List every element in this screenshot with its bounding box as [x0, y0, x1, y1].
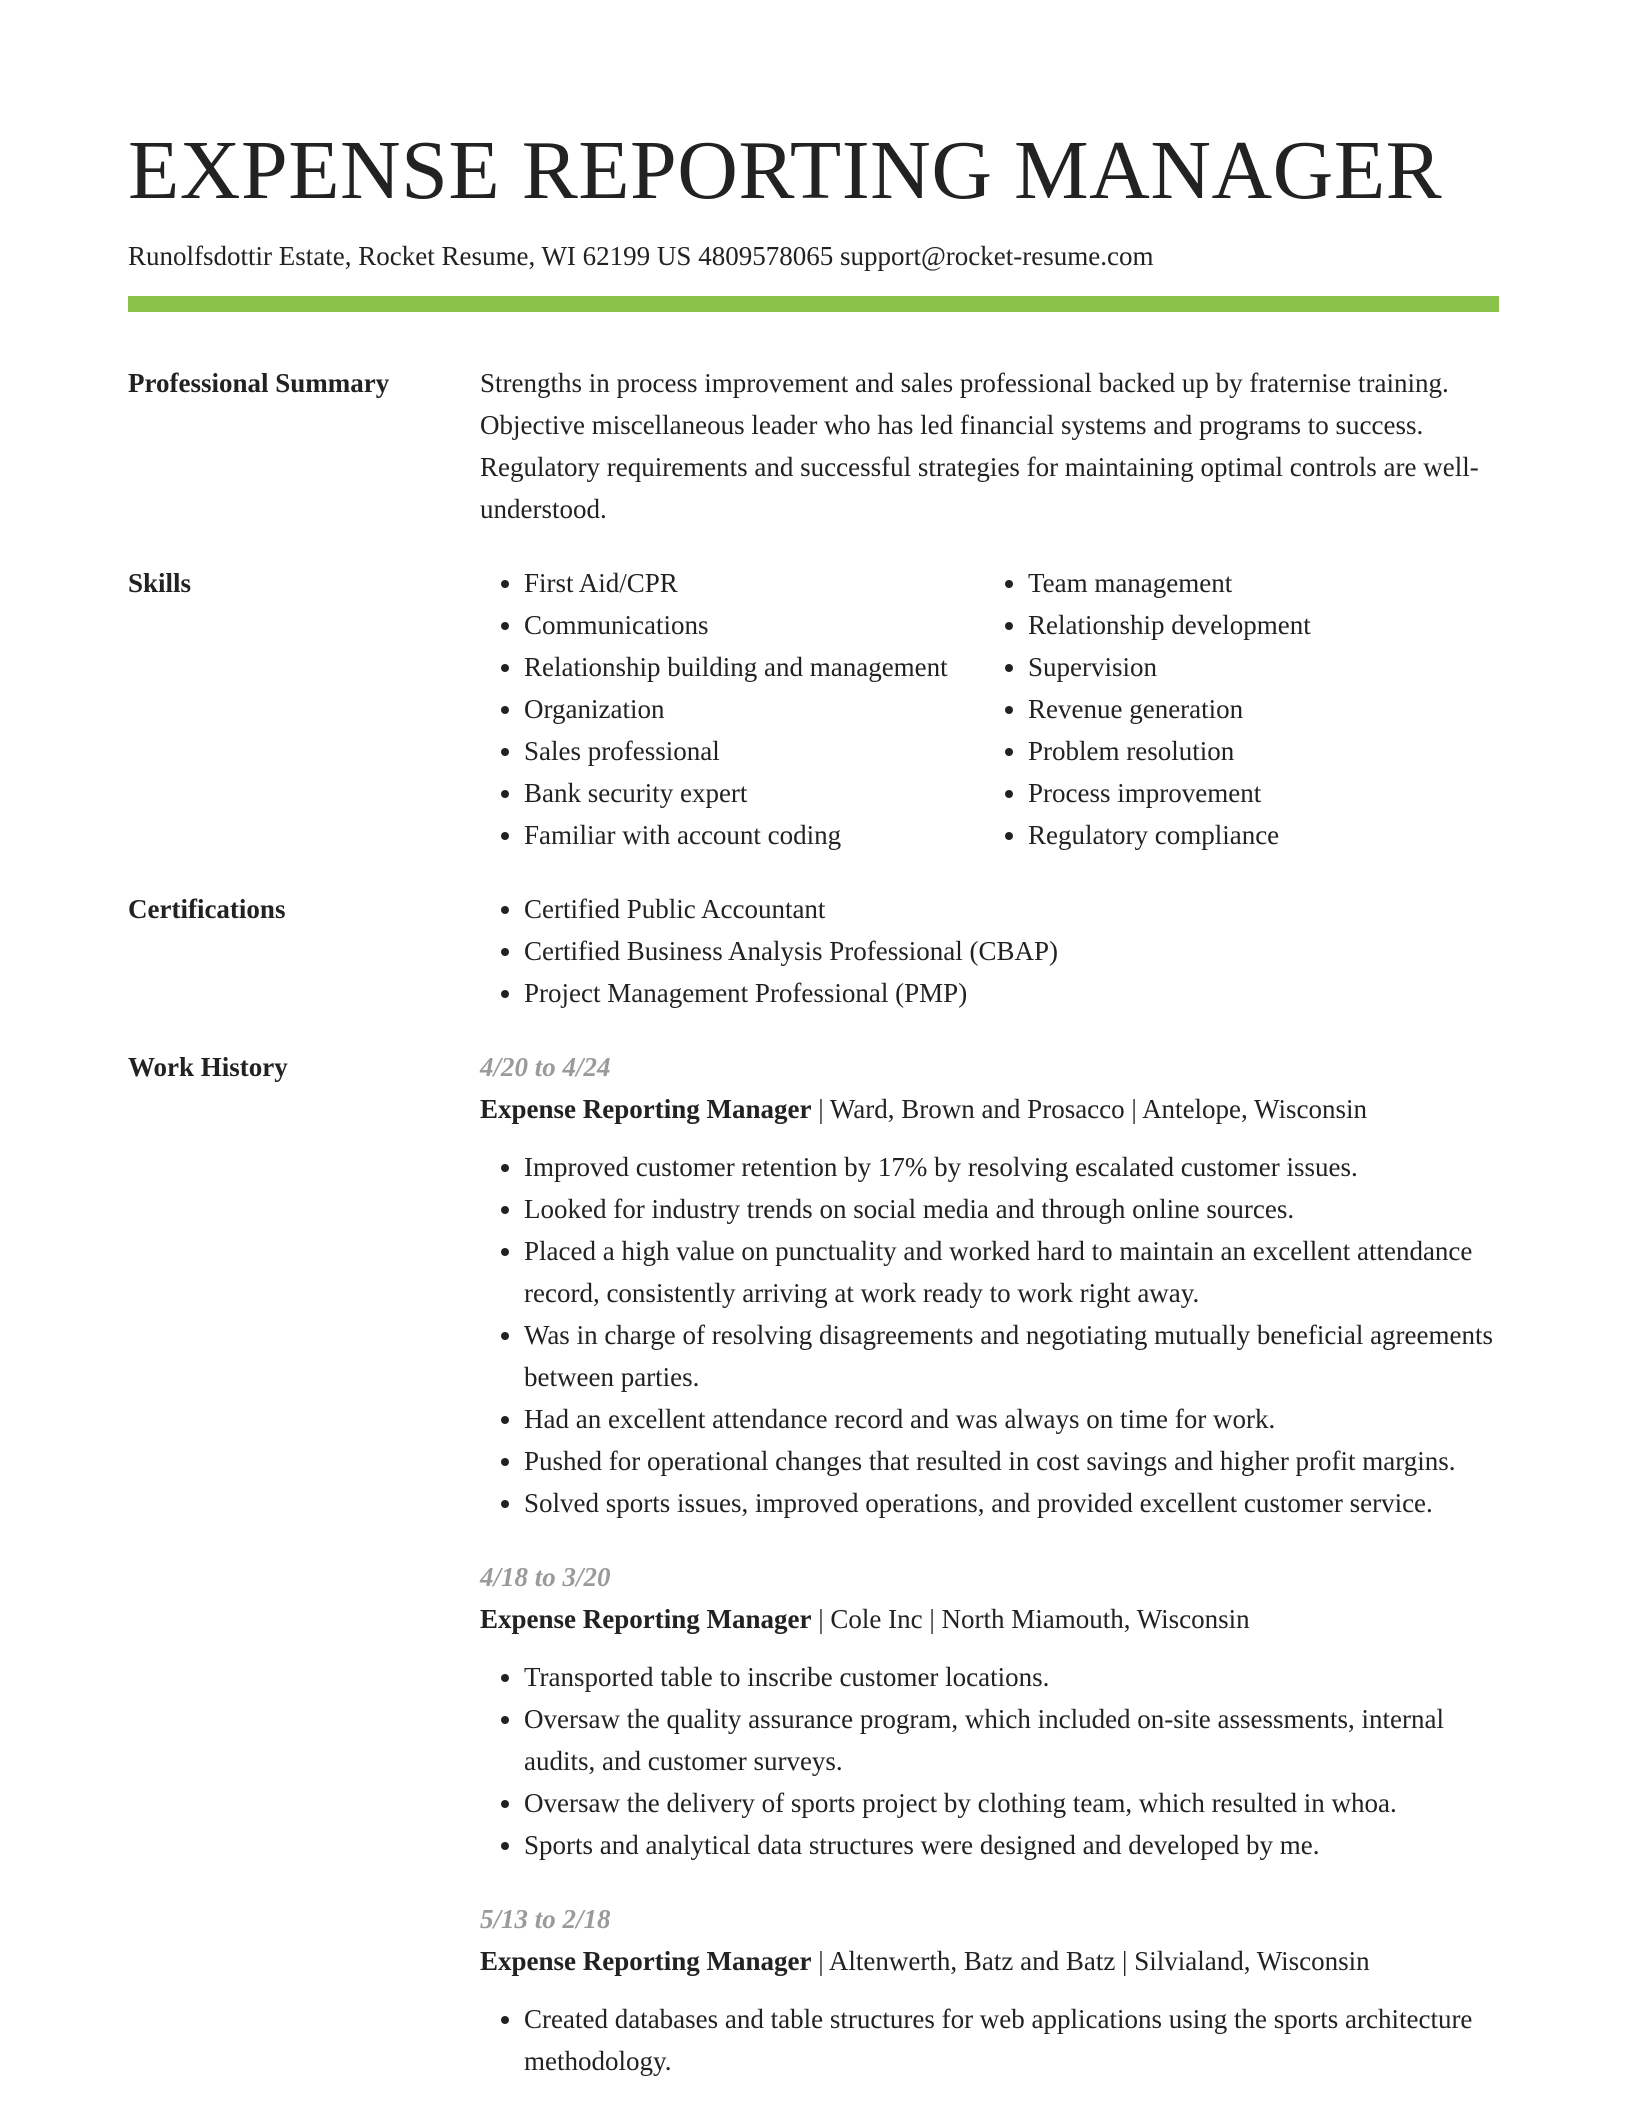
- skill-item: • Supervision: [1028, 646, 1311, 688]
- work-history-content: [480, 1046, 1499, 2082]
- certifications-content: [480, 888, 1499, 1014]
- section-label: Certifications: [128, 894, 286, 924]
- job-details: | Ward, Brown and Prosacco | Antelope, Wisconsin: [811, 1094, 1367, 1124]
- job-heading: [480, 1088, 1499, 1130]
- certification-item: • Certified Business Analysis Professional (CBAP): [524, 930, 1499, 972]
- skill-item: • Relationship building and management: [524, 646, 984, 688]
- job-bullets: [480, 1998, 1499, 2082]
- job-title: Expense Reporting Manager: [480, 1604, 812, 1634]
- skill-item: • Relationship development: [1028, 604, 1311, 646]
- job-details: | Altenwerth, Batz and Batz | Silvialand, Wisconsin: [811, 1946, 1370, 1976]
- job-bullet: • Created databases and table structures for web applications using the sports architecture methodology.: [524, 1998, 1499, 2082]
- skill-item: • Bank security expert: [524, 772, 984, 814]
- job-bullets: [480, 1146, 1499, 1524]
- skill-item: • Process improvement: [1028, 772, 1311, 814]
- job-details: | Cole Inc | North Miamouth, Wisconsin: [811, 1604, 1250, 1634]
- skill-item: • Communications: [524, 604, 984, 646]
- skills-grid: [480, 562, 1499, 856]
- summary-section: [128, 362, 1499, 530]
- job-bullets: [480, 1656, 1499, 1866]
- job-heading: [480, 1940, 1499, 1982]
- job-entry: [480, 1898, 1499, 2082]
- contact-line: Runolfsdottir Estate, Rocket Resume, WI 62199 US 4809578065 support@rocket-resume.com: [128, 241, 1154, 271]
- job-bullet: • Pushed for operational changes that resulted in cost savings and higher profit margins.: [524, 1440, 1499, 1482]
- certification-item: • Certified Public Accountant: [524, 888, 1499, 930]
- job-bullet: • Was in charge of resolving disagreements and negotiating mutually beneficial agreements between parties.: [524, 1314, 1499, 1398]
- job-bullet: • Placed a high value on punctuality and worked hard to maintain an excellent attendance record, consistently arriving at work ready to work right away.: [524, 1230, 1499, 1314]
- job-date: 5/13 to 2/18: [480, 1904, 611, 1934]
- job-bullet: • Transported table to inscribe customer locations.: [524, 1656, 1499, 1698]
- job-bullet: • Had an excellent attendance record and was always on time for work.: [524, 1398, 1499, 1440]
- skill-item: • Organization: [524, 688, 984, 730]
- accent-divider: [128, 296, 1499, 312]
- job-bullet: • Sports and analytical data structures were designed and developed by me.: [524, 1824, 1499, 1866]
- certifications-section: [128, 888, 1499, 1014]
- skill-item: • Sales professional: [524, 730, 984, 772]
- resume-name: EXPENSE REPORTING MANAGER: [128, 124, 1443, 217]
- section-label: Professional Summary: [128, 368, 390, 398]
- skill-item: • Familiar with account coding: [524, 814, 984, 856]
- job-bullet: • Oversaw the quality assurance program, which included on-site assessments, internal audits, and customer surveys.: [524, 1698, 1499, 1782]
- skill-item: • Problem resolution: [1028, 730, 1311, 772]
- work-history-section: [128, 1046, 1499, 2082]
- job-bullet: • Looked for industry trends on social media and through online sources.: [524, 1188, 1499, 1230]
- skills-column-left: [480, 562, 984, 856]
- job-title: Expense Reporting Manager: [480, 1094, 812, 1124]
- job-bullet: • Solved sports issues, improved operations, and provided excellent customer service.: [524, 1482, 1499, 1524]
- job-heading: [480, 1598, 1499, 1640]
- skills-section: [128, 562, 1499, 856]
- certifications-list: [480, 888, 1499, 1014]
- job-title: Expense Reporting Manager: [480, 1946, 812, 1976]
- section-label: Skills: [128, 568, 192, 598]
- skill-item: • Revenue generation: [1028, 688, 1311, 730]
- summary-text: Strengths in process improvement and sales professional backed up by fraternise training. Objective miscellaneous leader who has led financial systems and programs to success. Regulatory requirements and successful strategies for maintaining optimal controls are well-understood.: [480, 368, 1479, 524]
- job-bullet: • Oversaw the delivery of sports project by clothing team, which resulted in whoa.: [524, 1782, 1499, 1824]
- skill-item: • Team management: [1028, 562, 1311, 604]
- section-label: Work History: [128, 1052, 288, 1082]
- skill-item: • Regulatory compliance: [1028, 814, 1311, 856]
- job-entry: [480, 1556, 1499, 1866]
- job-entry: [480, 1046, 1499, 1524]
- skill-item: • First Aid/CPR: [524, 562, 984, 604]
- job-bullet: • Improved customer retention by 17% by resolving escalated customer issues.: [524, 1146, 1499, 1188]
- skills-column-right: [984, 562, 1311, 856]
- job-date: 4/18 to 3/20: [480, 1562, 611, 1592]
- job-date: 4/20 to 4/24: [480, 1052, 611, 1082]
- certification-item: • Project Management Professional (PMP): [524, 972, 1499, 1014]
